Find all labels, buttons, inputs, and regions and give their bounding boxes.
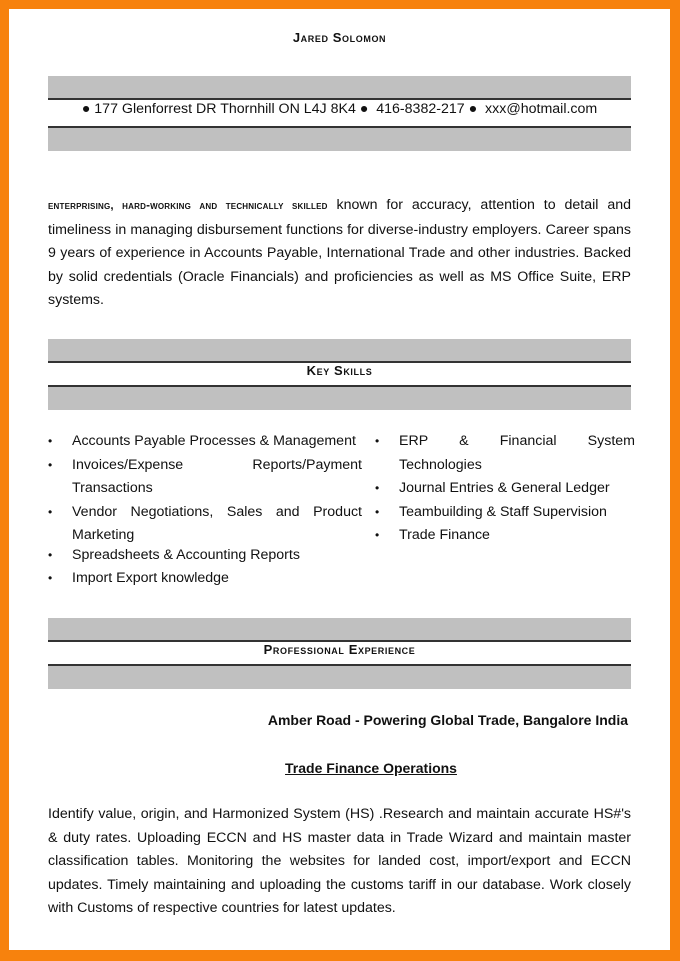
band (48, 666, 631, 689)
skill-item: • ERP & Financial System Technologies (375, 433, 635, 473)
key-skills-heading: Key Skills (306, 363, 373, 378)
summary (48, 194, 631, 313)
skill-item: • Vendor Negotiations, Sales and Product Marketing (48, 503, 362, 543)
contact-line (48, 101, 631, 117)
email: xxx@hotmail.com (485, 101, 598, 117)
bullet: ● (81, 101, 91, 117)
band (48, 339, 631, 361)
job-description: Identify value, origin, and Harmonized System (HS) .Research and maintain accurate HS#'s & duty rates. Uploading ECCN and HS master data in Trade Wizard and maintain master classification tables. Monitoring the websites for landed cost, import/export and ECCN updates. Timely maintaining and uploading the customs tariff in our database. Work closely with Customs of respective countries for latest updates. (48, 806, 631, 916)
job-role: Trade Finance Operations (285, 760, 457, 776)
summary-text: known for accuracy, attention to detail and timeliness in managing disbursement functions for diverse-industry employers. Career spans 9 years of experience in Accounts Payable, International Trade and other industries. Backed by solid credentials (Oracle Financials) and proficiencies as well as MS Office Suite, ERP systems. (48, 197, 631, 308)
phone: 416-8382-217 (376, 101, 465, 117)
experience-heading: Professional Experience (263, 642, 416, 657)
skill-item: • Spreadsheets & Accounting Reports (48, 546, 300, 563)
candidate-name: Jared Solomon (292, 30, 387, 45)
bullet: ● (359, 101, 369, 117)
band (48, 618, 631, 640)
band (48, 387, 631, 410)
skill-item: • Trade Finance (375, 527, 490, 543)
skills-right-list (375, 430, 635, 548)
skill-item: • Invoices/Expense Reports/Payment Transactions (48, 456, 362, 496)
company-name: Amber Road - Powering Global Trade, Bangalore India (267, 712, 628, 728)
skill-item: • Import Export knowledge (48, 570, 229, 586)
skill-item: • Teambuilding & Staff Supervision (375, 503, 607, 520)
address: 177 Glenforrest DR Thornhill ON L4J 8K4 (94, 101, 356, 117)
bullet: ● (468, 101, 478, 117)
band (48, 128, 631, 151)
divider (48, 98, 631, 100)
band (48, 76, 631, 98)
skill-item: • Journal Entries & General Ledger (375, 480, 610, 496)
summary-lead: enterprising, hard-working and technically skilled (48, 200, 328, 212)
skill-item: • Accounts Payable Processes & Management (48, 433, 356, 449)
skills-left-list (48, 430, 362, 591)
